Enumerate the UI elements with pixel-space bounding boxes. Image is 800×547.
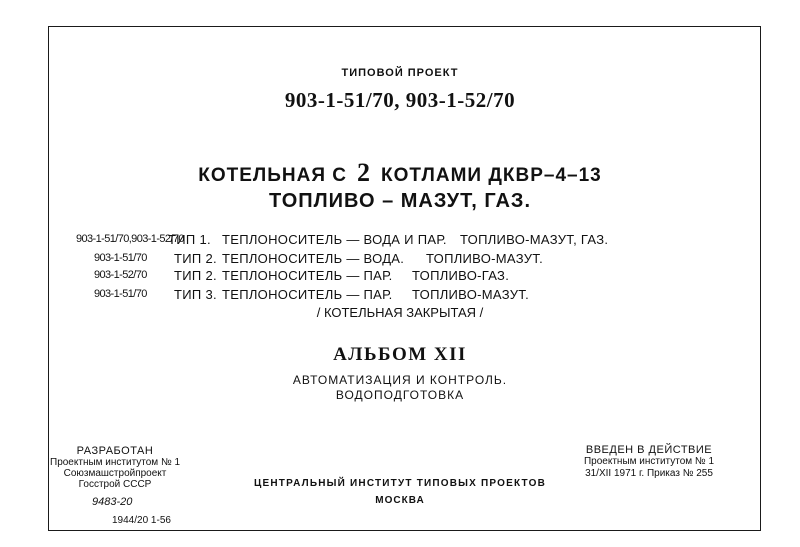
type-label: ТИП 2. [174, 251, 217, 266]
introduced-line: Проектным институтом № 1 [583, 456, 715, 467]
developer-line: Проектным институтом № 1 [50, 457, 181, 468]
title-count: 2 [357, 158, 372, 187]
type-code: 903-1-51/70 [94, 252, 147, 264]
title-part1: КОТЕЛЬНАЯ С [198, 165, 348, 186]
type-label: ТИП 2. [174, 268, 217, 283]
type-code: 903-1-51/70,903-1-52/70 [76, 233, 184, 245]
type-row [0, 268, 800, 288]
developer-line: Союзмашстройпроект [63, 468, 167, 479]
type-carrier: ТЕПЛОНОСИТЕЛЬ — ВОДА И ПАР. [222, 232, 447, 247]
type-carrier: ТЕПЛОНОСИТЕЛЬ — ПАР. [222, 268, 393, 283]
developer-heading: РАЗРАБОТАН [76, 445, 154, 457]
type-row [0, 232, 800, 252]
type-carrier: ТЕПЛОНОСИТЕЛЬ — ПАР. [222, 287, 393, 302]
project-numbers: 903-1-51/70, 903-1-52/70 [284, 88, 516, 112]
institute-name: ЦЕНТРАЛЬНЫЙ ИНСТИТУТ ТИПОВЫХ ПРОЕКТОВ [253, 478, 547, 489]
developer-ref: 1944/20 1-56 [112, 515, 171, 526]
project-type-label: ТИПОВОЙ ПРОЕКТ [341, 67, 459, 79]
type-carrier: ТЕПЛОНОСИТЕЛЬ — ВОДА. [222, 251, 405, 266]
introduced-block [574, 444, 724, 480]
institute-city: МОСКВА [375, 495, 425, 506]
type-fuel: ТОПЛИВО-МАЗУТ. [426, 251, 543, 266]
developer-code: 9483-20 [92, 496, 133, 508]
album-title: АЛЬБОМ XII [333, 344, 467, 365]
album-subtitle-1: АВТОМАТИЗАЦИЯ И КОНТРОЛЬ. [292, 373, 508, 387]
type-fuel: ТОПЛИВО-МАЗУТ, ГАЗ. [460, 232, 609, 247]
type-label: ТИП 1. [168, 232, 211, 247]
introduced-heading: ВВЕДЕН В ДЕЙСТВИЕ [585, 444, 713, 456]
title-part2: КОТЛАМИ ДКВР–4–13 [381, 165, 602, 186]
document-title [0, 158, 800, 188]
introduced-line: 31/XII 1971 г. Приказ № 255 [585, 468, 713, 479]
developer-line: Госстрой СССР [78, 479, 152, 490]
type-fuel: ТОПЛИВО-МАЗУТ. [412, 287, 529, 302]
title-fuel: ТОПЛИВО – МАЗУТ, ГАЗ. [268, 190, 532, 212]
type-code: 903-1-51/70 [94, 288, 147, 300]
album-subtitle-2: ВОДОПОДГОТОВКА [335, 388, 465, 402]
type-code: 903-1-52/70 [94, 269, 147, 281]
closed-boiler-note: / КОТЕЛЬНАЯ ЗАКРЫТАЯ / [316, 305, 484, 320]
type-label: ТИП 3. [174, 287, 217, 302]
type-row [0, 287, 800, 307]
type-fuel: ТОПЛИВО-ГАЗ. [412, 268, 510, 283]
